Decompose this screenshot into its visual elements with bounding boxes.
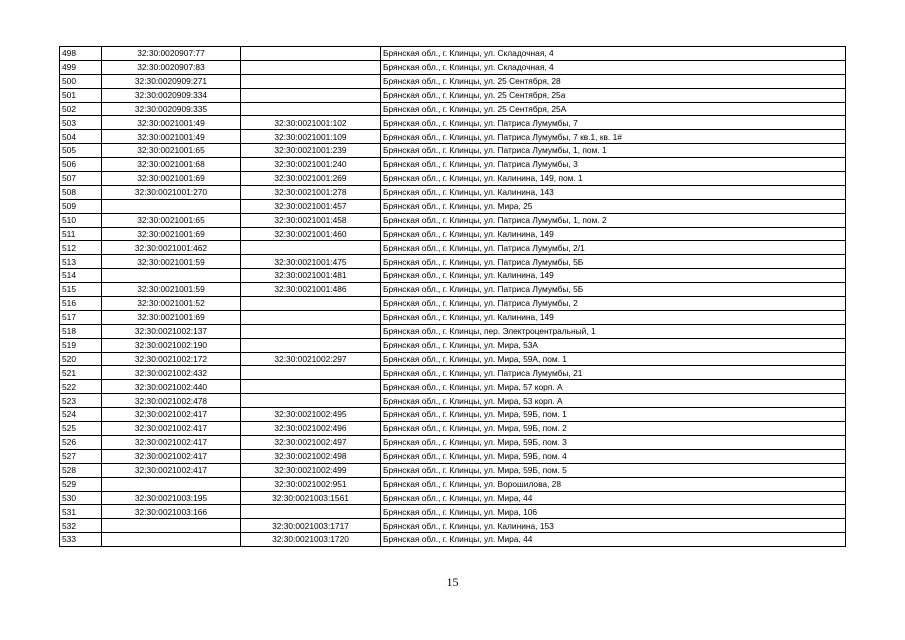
address-cell: Брянская обл., г. Клинцы, ул. Складочная, 4 — [381, 47, 846, 61]
table-row — [60, 422, 846, 436]
row-number-cell: 526 — [60, 435, 102, 449]
table-row — [60, 60, 846, 74]
address-cell: Брянская обл., г. Клинцы, пер. Электроцентральный, 1 — [381, 324, 846, 338]
parent-cadastral-cell: 32:30:0021002:417 — [102, 422, 241, 436]
parent-cadastral-cell: 32:30:0021001:52 — [102, 297, 241, 311]
cadastral-number-cell: 32:30:0021001:486 — [241, 283, 381, 297]
parent-cadastral-cell: 32:30:0021003:166 — [102, 505, 241, 519]
row-number-cell: 510 — [60, 213, 102, 227]
cadastral-number-cell: 32:30:0021002:496 — [241, 422, 381, 436]
address-cell: Брянская обл., г. Клинцы, ул. Мира, 59А, пом. 1 — [381, 352, 846, 366]
table-row — [60, 310, 846, 324]
cadastral-number-cell: 32:30:0021001:278 — [241, 185, 381, 199]
address-cell: Брянская обл., г. Клинцы, ул. Патриса Лумумбы, 5Б — [381, 255, 846, 269]
address-cell: Брянская обл., г. Клинцы, ул. Мира, 53А — [381, 338, 846, 352]
cadastral-number-cell — [241, 366, 381, 380]
cadastral-number-cell: 32:30:0021001:240 — [241, 158, 381, 172]
table-row — [60, 533, 846, 547]
parent-cadastral-cell — [102, 519, 241, 533]
table-row — [60, 505, 846, 519]
address-cell: Брянская обл., г. Клинцы, ул. Складочная, 4 — [381, 60, 846, 74]
table-row — [60, 408, 846, 422]
parent-cadastral-cell: 32:30:0021001:65 — [102, 144, 241, 158]
address-cell: Брянская обл., г. Клинцы, ул. Патриса Лумумбы, 3 — [381, 158, 846, 172]
row-number-cell: 506 — [60, 158, 102, 172]
row-number-cell: 523 — [60, 394, 102, 408]
row-number-cell: 527 — [60, 449, 102, 463]
table-row — [60, 352, 846, 366]
table-row — [60, 116, 846, 130]
address-cell: Брянская обл., г. Клинцы, ул. 25 Сентября, 25а — [381, 88, 846, 102]
parent-cadastral-cell: 32:30:0021002:137 — [102, 324, 241, 338]
table-row — [60, 102, 846, 116]
cadastral-number-cell: 32:30:0021001:109 — [241, 130, 381, 144]
row-number-cell: 511 — [60, 227, 102, 241]
table-row — [60, 185, 846, 199]
address-cell: Брянская обл., г. Клинцы, ул. Патриса Лумумбы, 2 — [381, 297, 846, 311]
parent-cadastral-cell: 32:30:0021001:68 — [102, 158, 241, 172]
table-row — [60, 213, 846, 227]
row-number-cell: 507 — [60, 172, 102, 186]
table-row — [60, 283, 846, 297]
address-cell: Брянская обл., г. Клинцы, ул. Патриса Лумумбы, 21 — [381, 366, 846, 380]
parent-cadastral-cell: 32:30:0021001:69 — [102, 310, 241, 324]
cadastral-number-cell — [241, 60, 381, 74]
table-row — [60, 269, 846, 283]
parent-cadastral-cell — [102, 269, 241, 283]
row-number-cell: 519 — [60, 338, 102, 352]
row-number-cell: 498 — [60, 47, 102, 61]
cadastral-number-cell: 32:30:0021002:499 — [241, 463, 381, 477]
parent-cadastral-cell: 32:30:0021001:69 — [102, 172, 241, 186]
table-row — [60, 324, 846, 338]
address-cell: Брянская обл., г. Клинцы, ул. Патриса Лумумбы, 1, пом. 2 — [381, 213, 846, 227]
property-register-table — [59, 46, 846, 547]
parent-cadastral-cell: 32:30:0021001:59 — [102, 283, 241, 297]
cadastral-number-cell: 32:30:0021002:495 — [241, 408, 381, 422]
parent-cadastral-cell: 32:30:0020907:83 — [102, 60, 241, 74]
row-number-cell: 528 — [60, 463, 102, 477]
address-cell: Брянская обл., г. Клинцы, ул. Калинина, 149 — [381, 269, 846, 283]
cadastral-number-cell: 32:30:0021002:297 — [241, 352, 381, 366]
address-cell: Брянская обл., г. Клинцы, ул. Патриса Лумумбы, 1, пом. 1 — [381, 144, 846, 158]
cadastral-number-cell — [241, 394, 381, 408]
parent-cadastral-cell — [102, 533, 241, 547]
cadastral-number-cell: 32:30:0021002:951 — [241, 477, 381, 491]
parent-cadastral-cell: 32:30:0021001:270 — [102, 185, 241, 199]
address-cell: Брянская обл., г. Клинцы, ул. Мира, 59Б, пом. 1 — [381, 408, 846, 422]
cadastral-number-cell — [241, 338, 381, 352]
row-number-cell: 532 — [60, 519, 102, 533]
table-row — [60, 435, 846, 449]
table-row — [60, 130, 846, 144]
row-number-cell: 529 — [60, 477, 102, 491]
parent-cadastral-cell: 32:30:0021002:417 — [102, 408, 241, 422]
row-number-cell: 509 — [60, 199, 102, 213]
parent-cadastral-cell: 32:30:0021001:49 — [102, 116, 241, 130]
address-cell: Брянская обл., г. Клинцы, ул. Мира, 25 — [381, 199, 846, 213]
parent-cadastral-cell: 32:30:0021002:417 — [102, 435, 241, 449]
address-cell: Брянская обл., г. Клинцы, ул. Мира, 44 — [381, 533, 846, 547]
address-cell: Брянская обл., г. Клинцы, ул. Мира, 59Б, пом. 2 — [381, 422, 846, 436]
parent-cadastral-cell: 32:30:0020909:271 — [102, 74, 241, 88]
parent-cadastral-cell: 32:30:0020909:335 — [102, 102, 241, 116]
row-number-cell: 525 — [60, 422, 102, 436]
table-body — [60, 47, 846, 547]
address-cell: Брянская обл., г. Клинцы, ул. Ворошилова, 28 — [381, 477, 846, 491]
row-number-cell: 508 — [60, 185, 102, 199]
cadastral-number-cell: 32:30:0021001:457 — [241, 199, 381, 213]
address-cell: Брянская обл., г. Клинцы, ул. Патриса Лумумбы, 7 — [381, 116, 846, 130]
table-row — [60, 338, 846, 352]
table-row — [60, 199, 846, 213]
table-row — [60, 227, 846, 241]
row-number-cell: 521 — [60, 366, 102, 380]
row-number-cell: 524 — [60, 408, 102, 422]
table-row — [60, 158, 846, 172]
cadastral-number-cell: 32:30:0021001:460 — [241, 227, 381, 241]
cadastral-number-cell: 32:30:0021003:1720 — [241, 533, 381, 547]
table-row — [60, 366, 846, 380]
row-number-cell: 512 — [60, 241, 102, 255]
row-number-cell: 501 — [60, 88, 102, 102]
address-cell: Брянская обл., г. Клинцы, ул. Патриса Лумумбы, 5Б — [381, 283, 846, 297]
parent-cadastral-cell: 32:30:0021002:432 — [102, 366, 241, 380]
row-number-cell: 522 — [60, 380, 102, 394]
cadastral-number-cell — [241, 241, 381, 255]
parent-cadastral-cell: 32:30:0021002:417 — [102, 449, 241, 463]
table-row — [60, 477, 846, 491]
parent-cadastral-cell — [102, 199, 241, 213]
row-number-cell: 530 — [60, 491, 102, 505]
address-cell: Брянская обл., г. Клинцы, ул. Мира, 59Б, пом. 5 — [381, 463, 846, 477]
address-cell: Брянская обл., г. Клинцы, ул. Калинина, 149 — [381, 310, 846, 324]
address-cell: Брянская обл., г. Клинцы, ул. Патриса Лумумбы, 2/1 — [381, 241, 846, 255]
table-row — [60, 74, 846, 88]
cadastral-number-cell: 32:30:0021001:269 — [241, 172, 381, 186]
row-number-cell: 516 — [60, 297, 102, 311]
parent-cadastral-cell: 32:30:0021001:69 — [102, 227, 241, 241]
address-cell: Брянская обл., г. Клинцы, ул. Калинина, 149 — [381, 227, 846, 241]
row-number-cell: 505 — [60, 144, 102, 158]
address-cell: Брянская обл., г. Клинцы, ул. Мира, 44 — [381, 491, 846, 505]
parent-cadastral-cell: 32:30:0021002:190 — [102, 338, 241, 352]
address-cell: Брянская обл., г. Клинцы, ул. Мира, 57 корп. А — [381, 380, 846, 394]
table-row — [60, 519, 846, 533]
row-number-cell: 514 — [60, 269, 102, 283]
address-cell: Брянская обл., г. Клинцы, ул. Патриса Лумумбы, 7 кв.1, кв. 1# — [381, 130, 846, 144]
cadastral-number-cell: 32:30:0021003:1717 — [241, 519, 381, 533]
address-cell: Брянская обл., г. Клинцы, ул. 25 Сентября, 28 — [381, 74, 846, 88]
row-number-cell: 517 — [60, 310, 102, 324]
row-number-cell: 531 — [60, 505, 102, 519]
row-number-cell: 533 — [60, 533, 102, 547]
parent-cadastral-cell: 32:30:0021001:49 — [102, 130, 241, 144]
row-number-cell: 518 — [60, 324, 102, 338]
address-cell: Брянская обл., г. Клинцы, ул. Мира, 59Б, пом. 4 — [381, 449, 846, 463]
parent-cadastral-cell: 32:30:0020907:77 — [102, 47, 241, 61]
table-row — [60, 241, 846, 255]
cadastral-number-cell: 32:30:0021003:1561 — [241, 491, 381, 505]
address-cell: Брянская обл., г. Клинцы, ул. 25 Сентября, 25А — [381, 102, 846, 116]
address-cell: Брянская обл., г. Клинцы, ул. Мира, 53 корп. А — [381, 394, 846, 408]
cadastral-number-cell — [241, 47, 381, 61]
table-row — [60, 380, 846, 394]
row-number-cell: 513 — [60, 255, 102, 269]
row-number-cell: 500 — [60, 74, 102, 88]
table-row — [60, 172, 846, 186]
table-row — [60, 449, 846, 463]
address-cell: Брянская обл., г. Клинцы, ул. Мира, 106 — [381, 505, 846, 519]
row-number-cell: 503 — [60, 116, 102, 130]
table-row — [60, 394, 846, 408]
row-number-cell: 504 — [60, 130, 102, 144]
page-number: 15 — [446, 575, 459, 589]
table-row — [60, 47, 846, 61]
parent-cadastral-cell: 32:30:0021002:172 — [102, 352, 241, 366]
row-number-cell: 515 — [60, 283, 102, 297]
parent-cadastral-cell — [102, 477, 241, 491]
table-row — [60, 255, 846, 269]
table-row — [60, 491, 846, 505]
parent-cadastral-cell: 32:30:0021001:59 — [102, 255, 241, 269]
address-cell: Брянская обл., г. Клинцы, ул. Калинина, 143 — [381, 185, 846, 199]
address-cell: Брянская обл., г. Клинцы, ул. Калинина, 149, пом. 1 — [381, 172, 846, 186]
cadastral-number-cell: 32:30:0021001:102 — [241, 116, 381, 130]
row-number-cell: 502 — [60, 102, 102, 116]
cadastral-number-cell: 32:30:0021001:481 — [241, 269, 381, 283]
table-row — [60, 297, 846, 311]
parent-cadastral-cell: 32:30:0021002:440 — [102, 380, 241, 394]
row-number-cell: 499 — [60, 60, 102, 74]
cadastral-number-cell: 32:30:0021001:458 — [241, 213, 381, 227]
cadastral-number-cell — [241, 324, 381, 338]
cadastral-number-cell — [241, 380, 381, 394]
cadastral-number-cell: 32:30:0021002:498 — [241, 449, 381, 463]
row-number-cell: 520 — [60, 352, 102, 366]
parent-cadastral-cell: 32:30:0021001:462 — [102, 241, 241, 255]
cadastral-number-cell — [241, 505, 381, 519]
address-cell: Брянская обл., г. Клинцы, ул. Калинина, 153 — [381, 519, 846, 533]
table-row — [60, 88, 846, 102]
table-row — [60, 463, 846, 477]
cadastral-number-cell: 32:30:0021001:239 — [241, 144, 381, 158]
cadastral-number-cell — [241, 88, 381, 102]
parent-cadastral-cell: 32:30:0021002:417 — [102, 463, 241, 477]
cadastral-number-cell — [241, 74, 381, 88]
parent-cadastral-cell: 32:30:0021002:478 — [102, 394, 241, 408]
table-row — [60, 144, 846, 158]
parent-cadastral-cell: 32:30:0021003:195 — [102, 491, 241, 505]
cadastral-number-cell — [241, 102, 381, 116]
cadastral-number-cell: 32:30:0021001:475 — [241, 255, 381, 269]
cadastral-number-cell: 32:30:0021002:497 — [241, 435, 381, 449]
address-cell: Брянская обл., г. Клинцы, ул. Мира, 59Б, пом. 3 — [381, 435, 846, 449]
cadastral-number-cell — [241, 297, 381, 311]
parent-cadastral-cell: 32:30:0021001:65 — [102, 213, 241, 227]
parent-cadastral-cell: 32:30:0020909:334 — [102, 88, 241, 102]
cadastral-number-cell — [241, 310, 381, 324]
